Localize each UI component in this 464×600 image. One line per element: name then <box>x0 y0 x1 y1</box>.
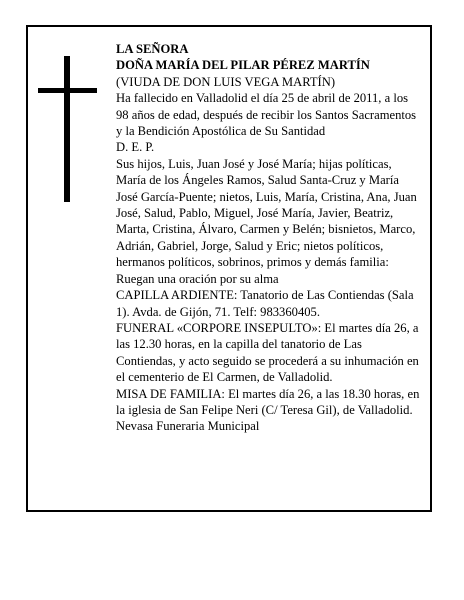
widow-line: (VIUDA DE DON LUIS VEGA MARTÍN) <box>116 74 336 89</box>
death-notice <box>26 25 432 512</box>
chapel-info: CAPILLA ARDIENTE: Tanatorio de Las Contiendas (Sala 1). Avda. de Gijón, 71. Telf: 983360405. <box>116 288 414 319</box>
prayer-line: Ruegan una oración por su alma <box>116 271 279 286</box>
family-list: Sus hijos, Luis, Juan José y José María; hijas políticas, María de los Ángeles Ramos, Salud Santa-Cruz y María José García-Puente; nietos, Luis, María, Cristina, Ana, Juan José, Salud, Pablo, Miguel, José María, Javier, Beatriz, Marta, Cristina, Álvaro, Carmen y Belén; bisnietos, Marco, Adrián, Gabriel, Jorge, Salud y Eric; nietos políticos, hermanos políticos, sobrinos, primos y demás familia: <box>116 156 417 270</box>
funeral-home: Nevasa Funeraria Municipal <box>116 419 260 434</box>
death-announcement: Ha fallecido en Valladolid el día 25 de abril de 2011, a los 98 años de edad, después de recibir los Santos Sacramentos y la Bendición Apostólica de Su Santidad <box>116 91 417 139</box>
cross-icon <box>38 56 97 202</box>
mass-info: MISA DE FAMILIA: El martes día 26, a las 18.30 horas, en la iglesia de San Felipe Neri (C/ Teresa Gil), de Valladolid. <box>116 386 420 417</box>
dep-line: D. E. P. <box>116 140 155 155</box>
deceased-name: DOÑA MARÍA DEL PILAR PÉREZ MARTÍN <box>116 58 370 73</box>
notice-title: LA SEÑORA <box>116 42 189 56</box>
cross-vertical-bar <box>64 56 70 202</box>
cross-horizontal-bar <box>38 88 97 93</box>
notice-text <box>116 41 420 435</box>
funeral-info: FUNERAL «CORPORE INSEPULTO»: El martes día 26, a las 12.30 horas, en la capilla del tanatorio de Las Contiendas, y acto seguido se procederá a su inhumación en el cementerio de El Carmen, de Valladolid. <box>116 320 419 385</box>
